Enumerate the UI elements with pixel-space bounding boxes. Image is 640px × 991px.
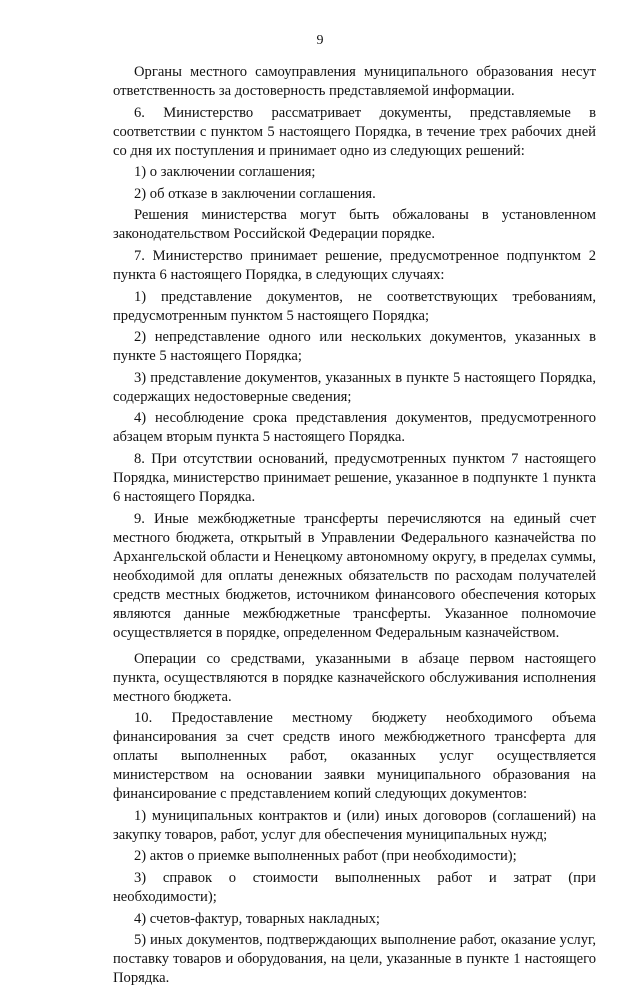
paragraph-8: 2) непредставление одного или нескольких документов, указанных в пункте 5 настоящего Порядка; — [113, 329, 596, 365]
paragraph-14: 10. Предоставление местному бюджету необходимого объема финансирования за счет средств иного межбюджетного трансферта для оплаты выполненных работ, оказанных услуг осуществляется министерством на основании заявки муниципального образования на финансирование с представлением копий следующих документов: — [113, 710, 596, 803]
paragraph-17: 3) справок о стоимости выполненных работ и затрат (при необходимости); — [113, 869, 596, 905]
paragraph-16: 2) актов о приемке выполненных работ (при необходимости); — [134, 848, 517, 865]
paragraph-10: 4) несоблюдение срока представления документов, предусмотренного абзацем вторым пункта 5 настоящего Порядка. — [113, 410, 596, 446]
paragraph-2: 6. Министерство рассматривает документы, представляемые в соответствии с пунктом 5 настоящего Порядка, в течение трех рабочих дней со дня их поступления и принимает одно из следующих решений: — [113, 104, 596, 159]
paragraph-7: 1) представление документов, не соответствующих требованиям, предусмотренным пунктом 5 настоящего Порядка; — [113, 288, 596, 324]
paragraph-12: 9. Иные межбюджетные трансферты перечисляются на единый счет местного бюджета, открытый в Управлении Федерального казначейства по Архангельской области и Ненецкому автономному округу, в пределах суммы, необходимой для оплаты денежных обязательств по расходам получателей средств местных бюджетов, источником финансового обеспечения которых являются данные межбюджетные трансферты. Указанное полномочие осуществляется в порядке, определенном Федеральным казначейством. — [113, 510, 596, 641]
paragraph-11: 8. При отсутствии оснований, предусмотренных пунктом 7 настоящего Порядка, министерство принимает решение, указанное в подпункте 1 пункта 6 настоящего Порядка. — [113, 450, 596, 505]
paragraph-3: 1) о заключении соглашения; — [134, 164, 316, 181]
paragraph-1: Органы местного самоуправления муниципального образования несут ответственность за достоверность представляемой информации. — [113, 64, 596, 99]
paragraph-18: 4) счетов-фактур, товарных накладных; — [134, 910, 380, 927]
paragraph-19: 5) иных документов, подтверждающих выполнение работ, оказание услуг, поставку товаров и оборудования, на цели, указанные в пункте 1 настоящего Порядка. — [113, 932, 596, 987]
paragraph-6: 7. Министерство принимает решение, предусмотренное подпунктом 2 пункта 6 настоящего Порядка, в следующих случаях: — [113, 247, 596, 283]
paragraph-13: Операции со средствами, указанными в абзаце первом настоящего пункта, осуществляются в порядке казначейского обслуживания исполнения местного бюджета. — [113, 650, 596, 705]
paragraph-15: 1) муниципальных контрактов и (или) иных договоров (соглашений) на закупку товаров, работ, услуг для обеспечения муниципальных нужд; — [113, 807, 596, 843]
paragraph-5: Решения министерства могут быть обжалованы в установленном законодательством Российской Федерации порядке. — [113, 207, 596, 243]
document-body — [113, 63, 596, 991]
page-number: 9 — [316, 33, 324, 48]
paragraph-9: 3) представление документов, указанных в пункте 5 настоящего Порядка, содержащих недостоверные сведения; — [113, 369, 596, 405]
paragraph-4: 2) об отказе в заключении соглашения. — [134, 185, 376, 202]
